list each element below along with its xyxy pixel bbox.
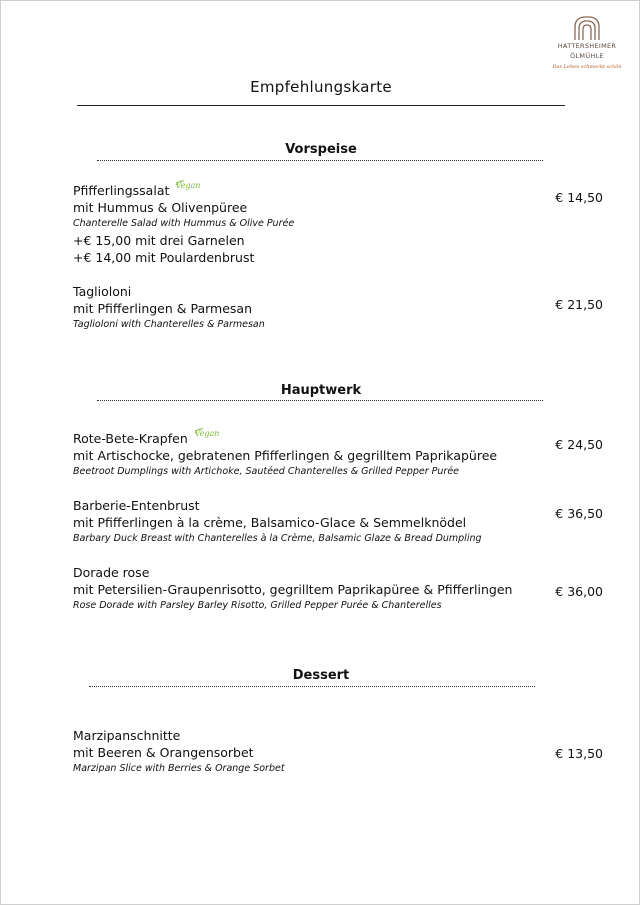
- dish-item: [73, 182, 543, 266]
- logo-name-line2: ÖLMÜHLE: [570, 51, 604, 60]
- dish-name: Marzipanschnitte: [73, 728, 181, 743]
- dish-item: [73, 727, 543, 777]
- mill-arch-icon: [572, 15, 602, 41]
- dish-price: € 36,50: [555, 506, 603, 521]
- section-heading-vorspeise: Vorspeise: [285, 142, 357, 157]
- dish-price: € 24,50: [555, 437, 603, 452]
- section-divider: [89, 686, 535, 687]
- vegan-label: Vegan: [175, 181, 201, 190]
- logo-name-line1: HATTERSHEIMER: [557, 42, 617, 50]
- restaurant-logo: [552, 15, 622, 70]
- dish-price: € 21,50: [555, 297, 603, 312]
- dish-name: Rote-Bete-Krapfen: [73, 431, 188, 446]
- dish-translation: Taglioloni with Chanterelles & Parmesan: [73, 319, 265, 330]
- dish-extra: +€ 14,00 mit Poulardenbrust: [73, 250, 255, 265]
- vegan-badge-icon: [192, 426, 222, 444]
- section-divider: [97, 160, 543, 161]
- page-title: Empfehlungskarte: [250, 78, 392, 96]
- dish-name: Taglioloni: [73, 284, 132, 299]
- dish-name: Barberie-Entenbrust: [73, 498, 200, 513]
- dish-translation: Rose Dorade with Parsley Barley Risotto, Grilled Pepper Purée & Chanterelles: [73, 600, 442, 611]
- dish-item: [73, 564, 543, 614]
- dish-translation: Beetroot Dumplings with Artichoke, Sautéed Chanterelles & Grilled Pepper Purée: [73, 466, 460, 477]
- section-divider: [97, 400, 543, 401]
- dish-price: € 36,00: [555, 584, 603, 599]
- dish-description: mit Artischocke, gebratenen Pfifferlingen & gegrilltem Paprikapüree: [73, 448, 498, 463]
- dish-translation: Chanterelle Salad with Hummus & Olive Purée: [73, 218, 295, 229]
- vegan-badge-icon: [173, 178, 203, 196]
- dish-extra: +€ 15,00 mit drei Garnelen: [73, 233, 245, 248]
- dish-translation: Marzipan Slice with Berries & Orange Sorbet: [73, 763, 285, 774]
- dish-name: Dorade rose: [73, 565, 150, 580]
- dish-description: mit Pfifferlingen & Parmesan: [73, 301, 253, 316]
- dish-item: [73, 283, 543, 333]
- dish-item: [73, 497, 543, 547]
- title-divider: [77, 105, 565, 106]
- dish-description: mit Beeren & Orangensorbet: [73, 745, 254, 760]
- section-heading-hauptwerk: Hauptwerk: [280, 383, 362, 398]
- logo-tagline: Das Leben schmeckt schön: [552, 64, 622, 70]
- vegan-label: Vegan: [194, 429, 220, 438]
- section-heading-dessert: Dessert: [292, 668, 350, 683]
- dish-name: Pfifferlingssalat: [73, 183, 170, 198]
- dish-description: mit Pfifferlingen à la crème, Balsamico-Glace & Semmelknödel: [73, 515, 467, 530]
- dish-price: € 13,50: [555, 746, 603, 761]
- dish-translation: Barbary Duck Breast with Chanterelles à la Crème, Balsamic Glaze & Bread Dumpling: [73, 533, 482, 544]
- dish-description: mit Petersilien-Graupenrisotto, gegrilltem Paprikapüree & Pfifferlingen: [73, 582, 513, 597]
- dish-price: € 14,50: [555, 190, 603, 205]
- dish-item: [73, 430, 543, 480]
- dish-description: mit Hummus & Olivenpüree: [73, 200, 248, 215]
